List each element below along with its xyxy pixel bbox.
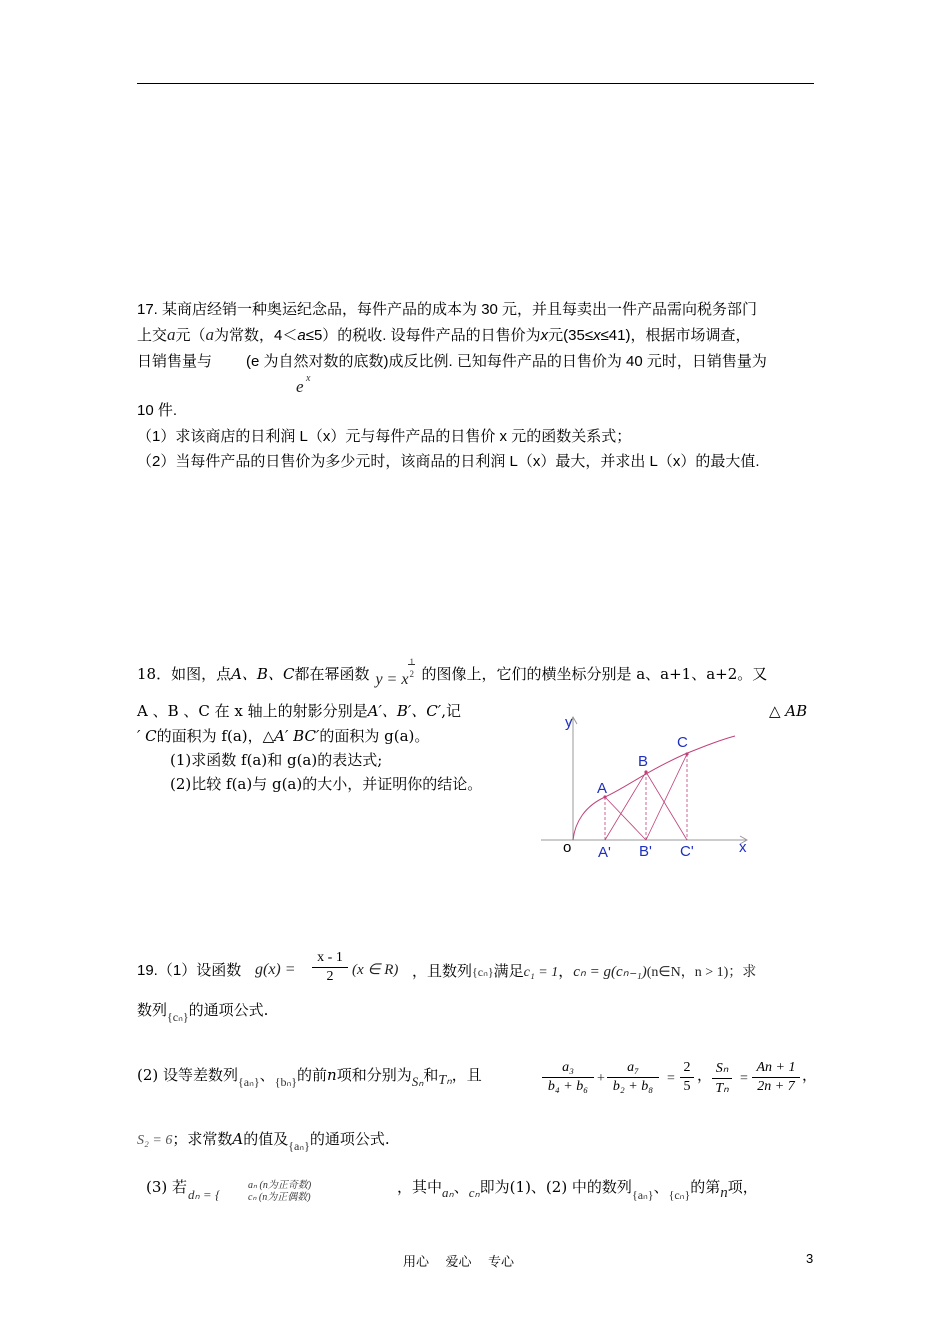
- exp-x: x: [306, 373, 311, 384]
- p17-line-1: 17. 某商店经销一种奥运纪念品，每件产品的成本为 30 元，并且每卖出一件产品需向税务部门: [137, 301, 758, 318]
- p18-triangle-label: △ AB: [769, 702, 808, 720]
- p19-eq: =: [667, 1071, 675, 1086]
- p17-text: 日销售量与: [137, 353, 213, 370]
- frac-den: Tₙ: [715, 1081, 729, 1096]
- frac-num: An + 1: [756, 1060, 796, 1075]
- segment-B1-C: [646, 754, 687, 840]
- p17-q1: （1）求该商店的日利润 L（x）元与每件产品的日售价 x 元的函数关系式；: [137, 428, 632, 445]
- p18-q1: (1)求函数 f(a)和 g(a)的表达式;: [170, 751, 383, 769]
- p17-text: ≤5）的税收. 设每件产品的日售价为: [305, 327, 541, 344]
- p19-text: 的通项公式.: [188, 1001, 269, 1019]
- p19-text: 项，: [727, 1178, 758, 1196]
- label-B: B: [638, 753, 649, 770]
- label-x: x: [739, 839, 747, 856]
- seq-b: {bₙ}: [274, 1075, 297, 1089]
- p19-end-comma: ，: [802, 1066, 818, 1084]
- p19-text: ，其中: [397, 1178, 443, 1196]
- p19-text: 的值及: [243, 1130, 289, 1148]
- p19-text: 项和分别为: [336, 1066, 412, 1084]
- label-B-prime: B': [639, 843, 652, 860]
- p19-text: 即为(1)、(2) 中的数列: [479, 1178, 632, 1196]
- p19-frac-3: [680, 1060, 694, 1095]
- segment-A1-B: [605, 772, 646, 840]
- label-A: A: [597, 780, 608, 797]
- p18-line-2: [137, 702, 461, 720]
- p18-proj-points: A′、B′、C′: [367, 702, 442, 720]
- var-x: x: [540, 327, 549, 344]
- p17-text: (e 为自然对数的底数)成反比例. 已知每件产品的日售价为 40 元时，日销售量为: [246, 353, 767, 370]
- label-C-prime: C': [680, 843, 694, 860]
- seq-c: {cₙ}: [167, 1010, 189, 1024]
- frac-num: x - 1: [317, 950, 343, 965]
- label-A-prime: A': [598, 844, 611, 861]
- p19-p2-line-2: [137, 1130, 390, 1153]
- p19-text: 数列: [137, 1001, 168, 1019]
- p18-text: 的图像上，它们的横坐标分别是 a、a+1、a+2。又: [421, 665, 768, 683]
- var-n: n: [720, 1185, 728, 1201]
- frac-num: Sₙ: [715, 1061, 729, 1076]
- segment-A-B1: [605, 797, 646, 840]
- frac-num: a₃: [562, 1060, 574, 1075]
- p19-line-1-a: 19.（1）设函数: [137, 962, 242, 979]
- p19-text: 的前: [297, 1066, 328, 1084]
- footer-motto: 用心 爱心 专心: [403, 1255, 515, 1270]
- p19-p3-line: [397, 1178, 758, 1202]
- p19-domain: (x ∈ R): [352, 962, 399, 978]
- frac-num: a₇: [627, 1060, 639, 1075]
- var-a: a: [297, 327, 306, 344]
- p18-text: 的面积为 g(a)。: [319, 727, 430, 745]
- p19-text: 的第: [690, 1178, 721, 1196]
- p19-plus: +: [597, 1071, 605, 1086]
- frac-bar: [712, 1078, 732, 1079]
- frac-den: b₂ + b₈: [612, 1079, 654, 1094]
- p19-comma: ，: [697, 1066, 713, 1084]
- p17-q2: （2）当每件产品的日售价为多少元时，该商品的日利润 L（x）最大，并求出 L（x）的最大值.: [137, 453, 760, 470]
- label-origin: o: [563, 839, 572, 856]
- seq-c: {cₙ}: [668, 1188, 691, 1202]
- var-x: x: [593, 327, 601, 344]
- p17-text: 为常数，4＜: [214, 327, 298, 344]
- p19-g-fraction: [312, 950, 348, 985]
- p18-text: 18．如图，点: [137, 665, 232, 683]
- p19-line-2: [137, 1001, 269, 1024]
- frac-bar: [752, 1077, 800, 1078]
- sum-S: Sₙ: [411, 1074, 424, 1089]
- frac-bar: [680, 1077, 694, 1078]
- recurrence-condition: (n∈N，n > 1)；求: [646, 965, 757, 980]
- frac-bar: [607, 1077, 659, 1078]
- header-rule: [137, 83, 814, 84]
- p19-text: 的通项公式.: [309, 1130, 390, 1148]
- frac-den: 2: [326, 969, 334, 984]
- seq-a: {aₙ}: [238, 1075, 260, 1089]
- label-C: C: [677, 734, 688, 751]
- p19-text: (2) 设等差数列: [137, 1066, 239, 1084]
- p19-p3-case2: cₙ (n为正偶数): [248, 1192, 311, 1203]
- frac-bar: [542, 1077, 594, 1078]
- seq-a: {aₙ}: [631, 1188, 654, 1202]
- power-function: [369, 657, 421, 688]
- p17-text: 元(35≤: [548, 327, 594, 344]
- p18-q2: (2)比较 f(a)与 g(a)的大小，并证明你的结论。: [170, 775, 483, 793]
- p19-eq-2: =: [740, 1071, 748, 1086]
- term-c: cₙ: [468, 1185, 480, 1200]
- p17-text: 元（: [175, 327, 206, 344]
- p19-frac-4: [712, 1060, 732, 1097]
- p19-text: ，且: [451, 1066, 482, 1084]
- p18-triangle: A′ BC′: [274, 727, 320, 745]
- p18-text: 都在幂函数: [294, 665, 370, 683]
- p18-text: 的面积为 f(a)，△: [156, 727, 275, 745]
- p19-frac-2: [607, 1060, 659, 1095]
- p19-frac-5: [752, 1060, 800, 1095]
- p19-line-1-b: [412, 962, 756, 982]
- p19-p3-dn: dₙ = {: [188, 1187, 221, 1202]
- page-number: 3: [806, 1251, 814, 1266]
- s2-value: S₂ = 6: [137, 1133, 173, 1148]
- frac-den: b₄ + b₆: [547, 1079, 589, 1094]
- p18-line-3: [137, 727, 429, 745]
- p17-text: ≤41)，根据市场调查，: [600, 327, 751, 344]
- p19-text: 、: [259, 1066, 275, 1084]
- var-a: a: [167, 325, 176, 344]
- p19-text: 满足: [493, 962, 524, 980]
- p18-points: A、B、C: [231, 665, 295, 683]
- seq-a: {aₙ}: [288, 1139, 310, 1153]
- p17-line-2: [137, 326, 750, 345]
- c1-value: c₁ = 1: [523, 965, 559, 980]
- point-C: [685, 752, 688, 755]
- power-function-figure: [535, 712, 755, 862]
- p19-text: ，: [558, 962, 574, 980]
- p19-g-def: g(x) =: [255, 961, 296, 978]
- p19-text: 、: [453, 1178, 469, 1196]
- p19-p2-line-1: [137, 1066, 482, 1089]
- p19-p3-a: (3) 若: [146, 1178, 188, 1196]
- sum-T: Tₙ: [438, 1073, 452, 1088]
- seq-c: {cₙ}: [472, 965, 494, 979]
- frac-den: 5: [683, 1079, 691, 1094]
- p19-p3-case1: aₙ (n为正奇数): [248, 1180, 312, 1191]
- e-symbol: e: [296, 377, 304, 396]
- p19-text: ，且数列: [412, 962, 473, 980]
- p19-text: ；求常数: [172, 1130, 233, 1148]
- recurrence: cₙ = g(cₙ₋₁): [573, 964, 647, 980]
- var-A: A: [232, 1130, 244, 1148]
- p18-text: ,记: [441, 702, 461, 720]
- p17-line-3: [137, 353, 767, 396]
- p19-frac-1: [542, 1060, 594, 1095]
- var-a: a: [205, 325, 215, 344]
- p18-text: ′ C: [137, 727, 157, 745]
- p18-line-1: [137, 657, 768, 688]
- p18-text: A 、B 、C 在 x 轴上的射影分别是: [137, 702, 368, 720]
- p19-text: 和: [423, 1066, 439, 1084]
- frac-bar: [312, 967, 348, 968]
- p17-text: 上交: [137, 327, 168, 344]
- term-a: aₙ: [442, 1185, 454, 1200]
- point-B: [644, 770, 647, 773]
- frac-num: 2: [683, 1060, 691, 1075]
- var-n: n: [327, 1066, 337, 1084]
- frac-den: 2n + 7: [757, 1079, 795, 1094]
- label-y: y: [565, 714, 573, 731]
- exp-num: 1: [409, 657, 414, 667]
- exp-den: 2: [409, 669, 414, 679]
- segment-B-C1: [646, 772, 687, 840]
- func-y-x: y = x: [375, 671, 409, 688]
- p17-line-4: 10 件.: [137, 402, 178, 419]
- p19-text: 、: [653, 1178, 669, 1196]
